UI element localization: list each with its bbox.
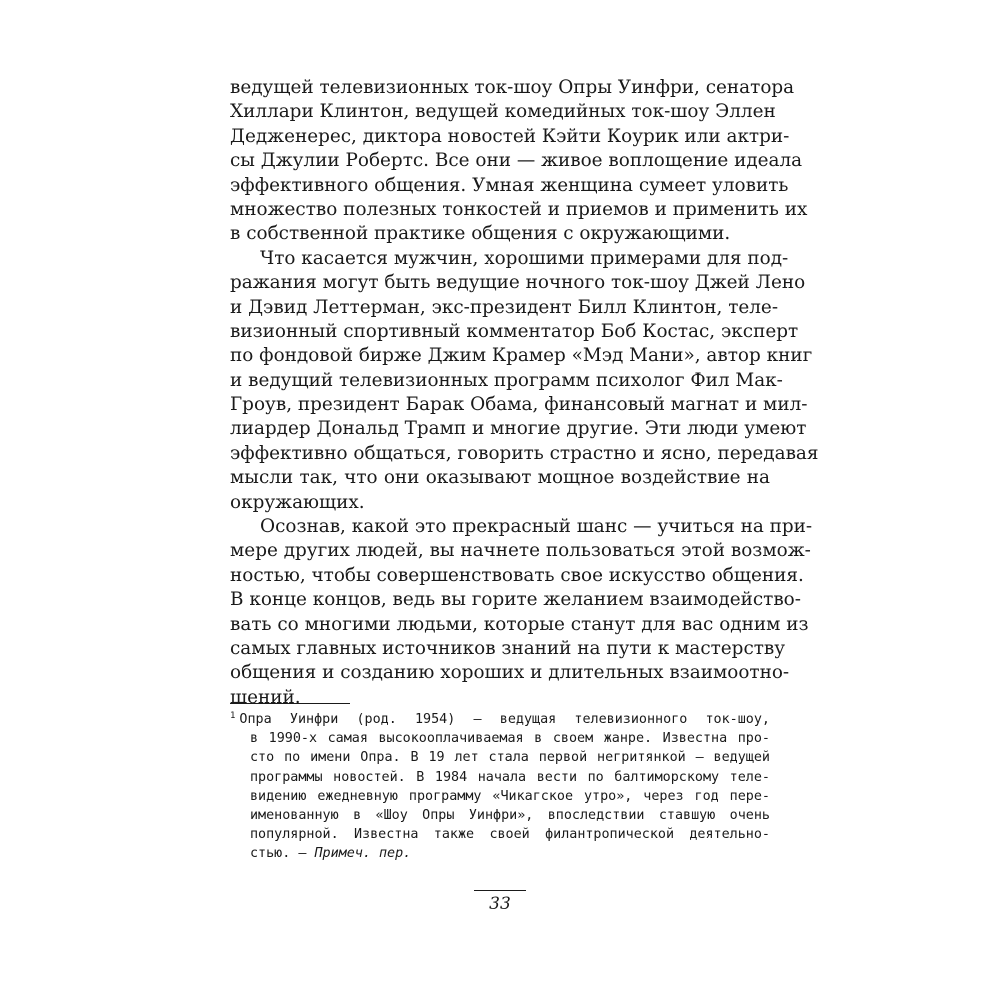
text-line: шений. — [230, 686, 301, 708]
footnote-line: именованную в «Шоу Опры Уинфри», впоследствии ставшую очень — [250, 807, 770, 823]
paragraph — [230, 515, 813, 710]
text-line: множество полезных тонкостей и приемов и применить их — [230, 198, 808, 220]
text-line: мере других людей, вы начнете пользоваться этой возмож- — [230, 540, 811, 562]
text-line: эффективно общаться, говорить страстно и ясно, передавая — [230, 442, 819, 464]
text-line: мысли так, что они оказывают мощное воздействие на — [230, 467, 770, 489]
text-line: самых главных источников знаний на пути к мастерству — [230, 637, 786, 659]
text-line: Дедженерес, диктора новостей Кэйти Коурик или актри- — [230, 125, 790, 147]
text-line: и Дэвид Леттерман, экс-президент Билл Клинтон, теле- — [230, 296, 779, 318]
text-line: В конце концов, ведь вы горите желанием взаимодейство- — [230, 589, 801, 611]
footnote-line: $^1$ Опра Уинфри (род. 1954) — ведущая телевизионного ток-шоу, — [230, 711, 770, 727]
footnote-line: сто по имени Опра. В 19 лет стала первой негритянкой — ведущей — [250, 750, 770, 766]
text-line: визионный спортивный комментатор Боб Костас, эксперт — [230, 320, 799, 342]
text-line: в собственной практике общения с окружающими. — [230, 223, 731, 245]
text-line: Осознав, какой это прекрасный шанс — учиться на при- — [260, 516, 813, 538]
text-line: по фондовой бирже Джим Крамер «Мэд Мани», автор книг — [230, 345, 813, 367]
text-line: общения и созданию хороших и длительных взаимоотно- — [230, 662, 790, 684]
page-number: 33 — [489, 894, 511, 914]
page-number-block — [474, 890, 526, 917]
footnote-line: программы новостей. В 1984 начала вести по балтиморскому теле- — [250, 769, 770, 785]
text-line: Хиллари Клинтон, ведущей комедийных ток-шоу Эллен — [230, 101, 776, 123]
footnote — [230, 710, 770, 864]
text-line: Что касается мужчин, хорошими примерами для под- — [260, 247, 789, 269]
footnote-line: стью. — Примеч. пер. — [250, 846, 412, 862]
text-line: и ведущий телевизионных программ психолог Фил Мак- — [230, 369, 783, 391]
translator-note: Примеч. пер. — [314, 846, 412, 862]
text-line: ведущей телевизионных ток-шоу Опры Уинфри, сенатора — [230, 77, 795, 98]
footnote-line: в 1990-х самая высокооплачиваемая в своем жанре. Известна про- — [250, 731, 770, 747]
text-line: ностью, чтобы совершенствовать свое искусство общения. — [230, 564, 804, 586]
text-line: Гроув, президент Барак Обама, финансовый магнат и мил- — [230, 394, 808, 416]
paragraph — [230, 76, 808, 247]
text-line: сы Джулии Робертс. Все они — живое воплощение идеала — [230, 150, 803, 172]
footnote-marker: 1 — [230, 711, 236, 721]
footnote-separator — [230, 703, 350, 704]
text-line: эффективного общения. Умная женщина сумеет уловить — [230, 174, 789, 196]
footnote-line: популярной. Известна также своей филантропической деятельно- — [250, 827, 770, 843]
main-text — [230, 76, 819, 710]
paragraph — [230, 247, 819, 515]
text-line: лиардер Дональд Трамп и многие другие. Эти люди умеют — [230, 418, 807, 440]
footnote-line: видению ежедневную программу «Чикагское утро», через год пере- — [250, 788, 770, 804]
text-line: вать со многими людьми, которые станут для вас одним из — [230, 613, 809, 635]
text-line: окружающих. — [230, 491, 365, 513]
text-line: ражания могут быть ведущие ночного ток-шоу Джей Лено — [230, 272, 806, 294]
